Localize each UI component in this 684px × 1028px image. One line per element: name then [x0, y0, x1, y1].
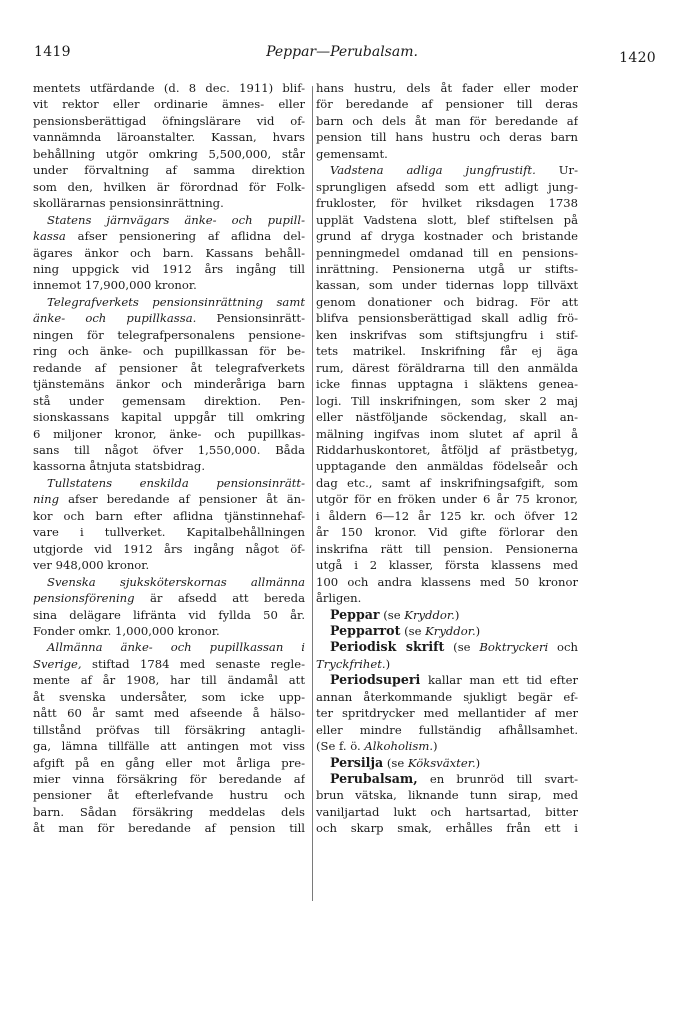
- italic-text: Kryddor.: [404, 607, 455, 622]
- text-segment: (se: [444, 640, 480, 655]
- text-segment: Fonder omkr. 1,000,000 kronor.: [33, 623, 220, 638]
- text-line: [33, 639, 305, 655]
- text-segment: upplät Vadstena slott, blef stiftelsen på: [316, 212, 578, 227]
- text-line: [316, 705, 578, 721]
- text-segment: ning uppgick vid 1912 års ingång till: [33, 261, 305, 276]
- text-line: [33, 574, 305, 590]
- text-segment: sionskassans kapital uppgår till omkring: [33, 410, 305, 425]
- text-line: [316, 113, 578, 129]
- italic-text: Vadstena adliga jungfrustift.: [330, 163, 536, 178]
- italic-text: Allmänna änke- och pupillkassan i: [47, 640, 305, 655]
- entry-headword: Periodisk skrift: [330, 639, 445, 655]
- text-line: [316, 820, 578, 836]
- text-segment: ägares änkor och barn. Kassans behåll-: [33, 245, 305, 260]
- text-segment: logi. Till inskrifningen, som sker 2 maj: [316, 393, 578, 408]
- entry-headword: Pepparrot: [330, 622, 401, 638]
- text-segment: sans till något öfver 1,550,000. Båda: [33, 442, 305, 457]
- text-line: [316, 508, 578, 524]
- text-segment: vare i tullverket. Kapitalbehållningen: [33, 525, 305, 540]
- text-segment: ningen för telegrafpersonalens pensione-: [33, 327, 305, 342]
- text-segment: ga, lämna tillfälle att antingen mot viss: [33, 739, 305, 754]
- text-segment: ): [385, 656, 391, 671]
- text-line: [33, 376, 305, 392]
- text-segment: (Se f. ö.: [316, 739, 365, 754]
- text-line: [33, 541, 305, 557]
- text-segment: ver 948,000 kronor.: [33, 558, 150, 573]
- text-line: [316, 261, 578, 277]
- text-line: [316, 557, 578, 573]
- text-segment: rum, därest föräldrarna till den anmälda: [316, 360, 578, 375]
- text-segment: dag etc., samt af inskrifningsafgift, som: [316, 475, 578, 490]
- text-segment: tillstånd pröfvas till försäkring antagli-: [33, 722, 305, 737]
- text-line: [33, 672, 305, 688]
- text-line: [33, 80, 305, 96]
- text-segment: afser pensionering af aflidna del-: [65, 229, 305, 244]
- text-line: [33, 212, 305, 228]
- text-segment: ): [433, 739, 438, 754]
- text-segment: 100 och andra klassens med 50 kronor: [316, 574, 578, 589]
- text-line: [316, 458, 578, 474]
- text-segment: (se: [400, 623, 426, 638]
- text-segment: pensionsberättigad öfningslärare vid of-: [33, 113, 305, 128]
- text-line: [316, 607, 578, 623]
- text-line: [33, 409, 305, 425]
- text-segment: annan återkommande sjukligt begär ef-: [316, 689, 578, 704]
- text-line: [316, 162, 578, 178]
- text-segment: pensioner åt efterlefvande hustru och: [33, 788, 305, 803]
- text-segment: afser beredande af pensioner åt än-: [59, 492, 305, 507]
- text-segment: tjänstemäns änkor och minderåriga barn: [33, 377, 305, 392]
- text-segment: och skarp smak, erhålles från ett i: [316, 821, 578, 836]
- text-line: [316, 277, 578, 293]
- text-segment: ): [454, 607, 460, 622]
- text-line: [316, 310, 578, 326]
- italic-text: ning: [33, 492, 60, 507]
- text-line: [33, 738, 305, 754]
- page-header: [24, 44, 660, 70]
- italic-text: Telegrafverkets pensionsinrättning samt: [47, 294, 305, 309]
- text-segment: ring och änke- och pupillkassan för be-: [33, 344, 305, 359]
- text-line: [316, 623, 578, 639]
- text-segment: mentets utfärdande (d. 8 dec. 1911) blif-: [33, 81, 305, 95]
- text-segment: kor och barn efter aflidna tjänstinnehaf-: [33, 508, 305, 523]
- text-line: [316, 376, 578, 392]
- italic-text: Boktryckeri: [479, 640, 549, 655]
- text-segment: åt svenska undersåter, som icke upp-: [33, 689, 305, 704]
- text-line: [316, 524, 578, 540]
- text-segment: (se: [383, 755, 408, 770]
- text-segment: 6 miljoner kronor, änke- och pupillkas-: [33, 426, 305, 441]
- text-line: [33, 113, 305, 129]
- text-segment: årligen.: [316, 591, 362, 606]
- italic-text: Alkoholism.: [364, 739, 433, 754]
- italic-text: Tryckfrihet.: [316, 656, 386, 671]
- text-line: [33, 590, 305, 606]
- text-segment: tets matrikel. Inskrifning får ej äga: [316, 344, 578, 359]
- text-segment: grund af dryga kostnader och bristande: [316, 229, 578, 244]
- text-line: [316, 574, 578, 590]
- text-line: [33, 491, 305, 507]
- text-segment: Riddarhuskontoret, åtföljd af prästbetyg,: [316, 442, 578, 457]
- text-line: [33, 475, 305, 491]
- text-segment: eller nästföljande söckendag, skall an-: [316, 410, 578, 425]
- text-line: [316, 294, 578, 310]
- text-line: [33, 294, 305, 310]
- text-segment: frukloster, för hvilket riksdagen 1738: [316, 196, 578, 211]
- text-line: [316, 475, 578, 491]
- text-line: [33, 393, 305, 409]
- text-segment: skollärarnas pensionsinrättning.: [33, 196, 224, 211]
- text-segment: gemensamt.: [316, 146, 388, 161]
- text-line: [316, 672, 578, 688]
- text-segment: kassorna åtnjuta statsbidrag.: [33, 459, 206, 474]
- text-segment: stå under gemensam direktion. Pen-: [33, 393, 305, 408]
- text-line: [33, 771, 305, 787]
- text-segment: under förvaltning af samma direktion: [33, 163, 305, 178]
- left-text-column: [33, 80, 305, 837]
- text-line: [33, 508, 305, 524]
- text-line: [33, 722, 305, 738]
- text-line: [33, 343, 305, 359]
- text-line: [316, 96, 578, 112]
- italic-text: Sverige,: [33, 656, 82, 671]
- text-line: [33, 179, 305, 195]
- text-line: [33, 245, 305, 261]
- text-segment: kassan, som under tidernas lopp tillväxt: [316, 278, 578, 293]
- entry-headword: Perubalsam,: [330, 771, 418, 787]
- text-segment: vit rektor eller ordinarie ämnes- eller: [33, 97, 305, 112]
- text-segment: mälning ingifvas inom slutet af april å: [316, 426, 578, 441]
- column-divider: [312, 86, 313, 901]
- text-segment: behållning utgör omkring 5,500,000, står: [33, 146, 305, 161]
- text-segment: inskrifna rätt till pension. Pensionerna: [316, 541, 578, 556]
- right-text-column: [316, 80, 578, 837]
- text-line: [33, 426, 305, 442]
- text-segment: är afsedd att bereda: [134, 591, 305, 606]
- text-segment: ken inskrifvas som stiftsjungfru i stif-: [316, 327, 578, 342]
- text-segment: vannämnda läroanstalter. Kassan, hvars: [33, 130, 305, 145]
- text-line: [33, 820, 305, 836]
- text-line: [316, 722, 578, 738]
- text-segment: (se: [379, 607, 405, 622]
- text-line: [316, 195, 578, 211]
- text-segment: nått 60 år samt med afseende å hälso-: [33, 706, 305, 721]
- text-line: [316, 129, 578, 145]
- text-line: [33, 705, 305, 721]
- text-line: [316, 804, 578, 820]
- italic-text: Tullstatens enskilda pensionsinrätt-: [47, 475, 305, 490]
- text-segment: barn och dels åt man för beredande af: [316, 113, 578, 128]
- running-title: Peppar—Perubalsam.: [266, 44, 418, 60]
- text-line: [33, 360, 305, 376]
- italic-text: Statens järnvägars änke- och pupill-: [47, 212, 305, 227]
- text-segment: utgå i 2 klasser, första klassens med: [316, 558, 578, 573]
- text-segment: för beredande af pensioner till deras: [316, 97, 578, 112]
- text-line: [316, 228, 578, 244]
- italic-text: kassa: [33, 229, 66, 244]
- text-line: [33, 804, 305, 820]
- text-line: [316, 590, 578, 606]
- text-line: [316, 541, 578, 557]
- text-line: [33, 557, 305, 573]
- text-segment: genom donationer och bidrag. För att: [316, 294, 578, 309]
- text-line: [316, 491, 578, 507]
- text-line: [33, 146, 305, 162]
- text-segment: stiftad 1784 med senaste regle-: [81, 656, 305, 671]
- text-line: [33, 607, 305, 623]
- text-segment: vaniljartad lukt och hartsartad, bitter: [316, 804, 578, 819]
- text-line: [33, 96, 305, 112]
- text-segment: innemot 17,900,000 kronor.: [33, 278, 197, 293]
- text-line: [316, 343, 578, 359]
- text-line: [33, 458, 305, 474]
- text-line: [316, 639, 578, 655]
- entry-headword: Peppar: [330, 606, 380, 622]
- text-line: [33, 195, 305, 211]
- entry-headword: Persilja: [330, 754, 384, 770]
- text-segment: icke finnas upptagna i släktens genea-: [316, 377, 578, 392]
- text-line: [316, 689, 578, 705]
- text-line: [316, 179, 578, 195]
- text-segment: utgjorde vid 1912 års ingång något öf-: [33, 541, 305, 556]
- text-segment: hans hustru, dels åt fader eller moder: [316, 81, 578, 95]
- text-line: [316, 80, 578, 96]
- text-segment: mier vinna försäkring för beredande af: [33, 772, 305, 787]
- text-segment: Pensionsinrätt-: [196, 311, 305, 326]
- text-segment: åt man för beredande af pension till: [33, 821, 305, 836]
- text-line: [33, 228, 305, 244]
- text-line: [316, 738, 578, 754]
- text-segment: sina delägare lifränta vid fyllda 50 år.: [33, 607, 305, 622]
- text-segment: kallar man ett tid efter: [420, 673, 578, 688]
- italic-text: änke- och pupillkassa.: [33, 311, 197, 326]
- italic-text: Kryddor.: [425, 623, 476, 638]
- text-segment: som den, hvilken är förordnad för Folk-: [33, 179, 305, 194]
- text-segment: i åldern 6—12 år 125 kr. och öfver 12: [316, 508, 578, 523]
- text-segment: pension till hans hustru och deras barn: [316, 130, 578, 145]
- text-segment: barn. Sådan försäkring meddelas dels: [33, 804, 305, 819]
- text-line: [33, 129, 305, 145]
- text-segment: år 150 kronor. Vid gifte förlorar den: [316, 525, 578, 540]
- text-segment: redande af pensioner åt telegrafverkets: [33, 360, 305, 375]
- italic-text: pensionsförening: [33, 591, 135, 606]
- text-line: [316, 146, 578, 162]
- text-segment: ): [475, 755, 481, 770]
- text-line: [33, 656, 305, 672]
- text-line: [33, 277, 305, 293]
- text-line: [33, 261, 305, 277]
- text-line: [33, 689, 305, 705]
- text-segment: penningmedel omdanad till en pensions-: [316, 245, 578, 260]
- text-line: [316, 656, 578, 672]
- text-line: [33, 787, 305, 803]
- text-line: [316, 771, 578, 787]
- text-line: [316, 755, 578, 771]
- text-segment: eller mindre fullständig afhållsamhet.: [316, 722, 578, 737]
- text-segment: utgör för en fröken under 6 år 75 kronor,: [316, 492, 578, 507]
- italic-text: Köksväxter.: [407, 755, 476, 770]
- text-line: [33, 327, 305, 343]
- text-segment: upptagande den anmäldas födelseår och: [316, 459, 578, 474]
- text-segment: ): [475, 623, 481, 638]
- text-line: [316, 360, 578, 376]
- text-line: [316, 426, 578, 442]
- text-segment: ter spritdrycker med mellantider af mer: [316, 706, 578, 721]
- page-number-right: 1420: [619, 50, 656, 66]
- text-segment: och: [548, 640, 578, 655]
- page-number-left: 1419: [34, 44, 71, 60]
- entry-headword: Periodsuperi: [330, 672, 421, 688]
- text-line: [316, 787, 578, 803]
- text-segment: Ur-: [535, 163, 578, 178]
- text-line: [316, 245, 578, 261]
- text-segment: sprungligen afsedd som ett adligt jung-: [316, 179, 578, 194]
- text-segment: inrättning. Pensionerna utgå ur stifts-: [316, 261, 578, 276]
- text-line: [316, 327, 578, 343]
- text-segment: mente af år 1908, har till ändamål att: [33, 673, 305, 688]
- text-line: [316, 409, 578, 425]
- text-line: [33, 524, 305, 540]
- text-segment: blifva pensionsberättigad skall adlig frö-: [316, 311, 578, 326]
- text-segment: afgift på en gång eller mot årliga pre-: [33, 755, 305, 770]
- italic-text: Svenska sjuksköterskornas allmänna: [47, 574, 305, 589]
- text-line: [33, 310, 305, 326]
- text-segment: brun vätska, liknande tunn sirap, med: [316, 788, 578, 803]
- text-line: [33, 162, 305, 178]
- text-line: [316, 212, 578, 228]
- text-segment: en brunröd till svart-: [417, 772, 578, 787]
- text-line: [316, 442, 578, 458]
- text-line: [33, 442, 305, 458]
- text-line: [33, 755, 305, 771]
- text-line: [33, 623, 305, 639]
- text-line: [316, 393, 578, 409]
